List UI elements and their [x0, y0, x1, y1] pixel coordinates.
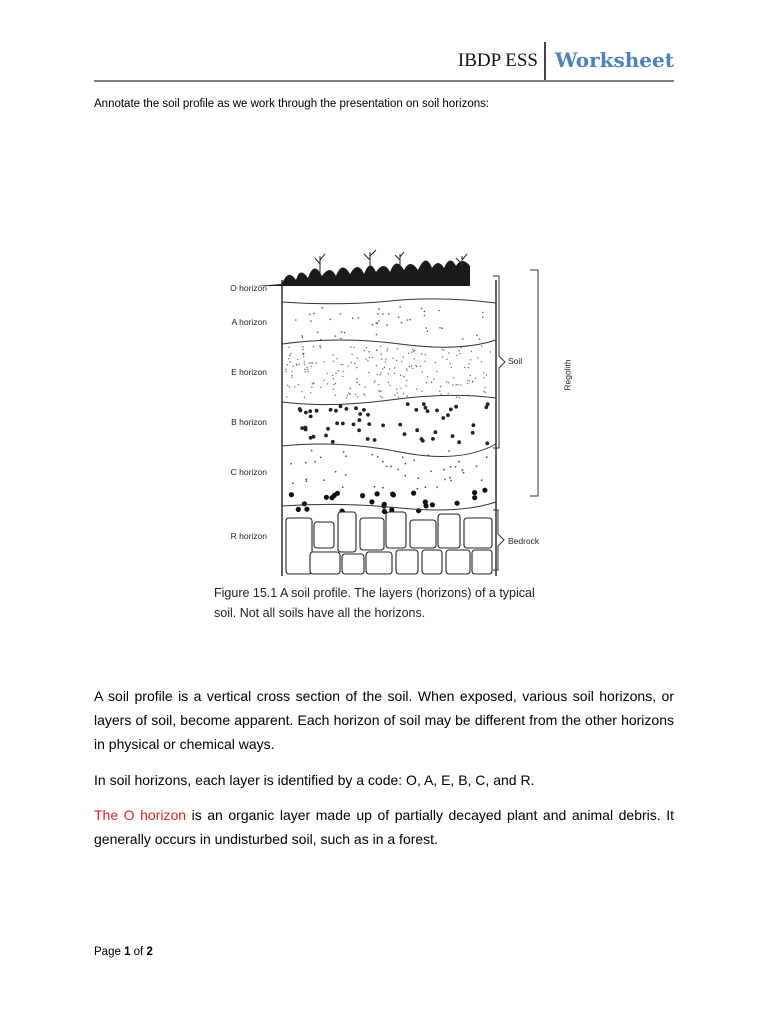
- current-page: 1: [124, 946, 131, 958]
- o-horizon-description: is an organic layer made up of partially decayed plant and animal debris. It generally occurs in undisturbed soil, such as in a forest.: [94, 807, 674, 847]
- paragraph-soil-profile: A soil profile is a vertical cross section of the soil. When exposed, various soil horizons, or layers of soil, become apparent. Each horizon of soil may be different from the other horizons in physical or chemical ways.: [94, 688, 674, 752]
- o-horizon-label: O horizon: [230, 283, 267, 293]
- figure-caption: Figure 15.1 A soil profile. The layers (horizons) of a typical soil. Not all soils have all the horizons.: [214, 586, 535, 620]
- course-title: IBDP ESS: [457, 50, 538, 71]
- bedrock-label: Bedrock: [508, 536, 540, 546]
- paragraph-o-horizon: [94, 803, 674, 851]
- total-pages: 2: [146, 946, 153, 958]
- paragraph-horizon-codes: In soil horizons, each layer is identified by a code: O, A, E, B, C, and R.: [94, 772, 535, 788]
- a-horizon-label: A horizon: [231, 317, 267, 327]
- regolith-label: Regolith: [562, 359, 573, 391]
- e-horizon-label: E horizon: [231, 367, 267, 377]
- c-horizon-label: C horizon: [230, 467, 267, 477]
- instruction-text: Annotate the soil profile as we work through the presentation on soil horizons:: [94, 98, 490, 110]
- page-footer: Page 1 of 2: [94, 946, 153, 958]
- r-horizon-label: R horizon: [230, 531, 267, 541]
- b-horizon-label: B horizon: [231, 417, 267, 427]
- worksheet-title: Worksheet: [554, 48, 674, 72]
- soil-profile-figure: [200, 240, 580, 630]
- page-header: [94, 38, 674, 82]
- o-horizon-highlight: The O horizon: [94, 807, 187, 823]
- soil-label: Soil: [508, 356, 523, 366]
- header-divider: [544, 42, 546, 80]
